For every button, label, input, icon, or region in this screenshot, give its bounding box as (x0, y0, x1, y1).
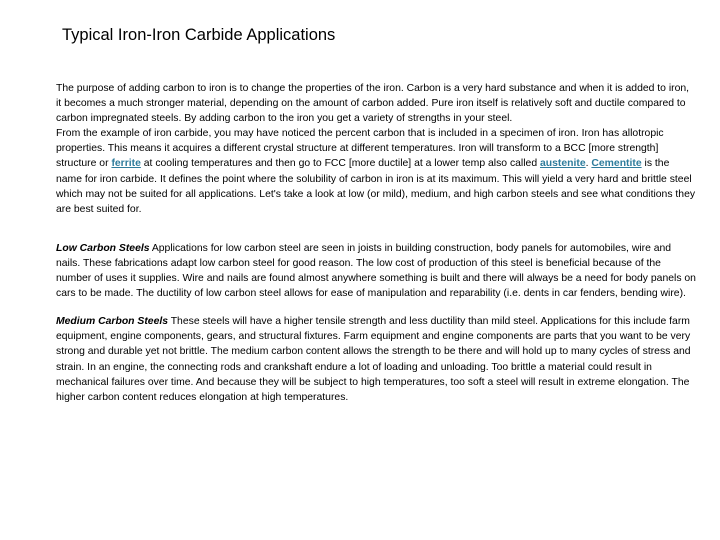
intro-paragraph-1: The purpose of adding carbon to iron is to change the properties of the iron. Carbon is a very hard substance and when it is added to iron, it becomes a much stronger material, depending on the amount of carbon added. Pure iron itself is relatively soft and ductile compared to carbon impregnated steels. By adding carbon to the iron you get a variety of strengths in your steel. (56, 83, 690, 125)
article-body (56, 81, 696, 405)
section-spacer (56, 217, 696, 241)
medium-carbon-paragraph (56, 314, 696, 405)
page-title: Typical Iron-Iron Carbide Applications (62, 26, 336, 44)
ferrite-link[interactable]: ferrite (111, 158, 141, 170)
low-carbon-paragraph (56, 241, 696, 301)
intro-text-a: From the example of iron carbide, you may have noticed the percent carbon that is included in a specimen of iron. Iron has allotropic properties. This means it acquires a different crystal structure at different temperatures. Iron will transform to a BCC [more strength] structure or (56, 128, 664, 170)
intro-text-b: at cooling temperatures and then go to FCC [more ductile] at a lower temp also called (140, 158, 540, 170)
low-carbon-text: Applications for low carbon steel are seen in joists in building construction, body panels for automobiles, wire and nails. These fabrications adapt low carbon steel for good reason. The low cost of production of this steel is beneficial because of the number of uses it supplies. Wire and nails are found almost anywhere something is built and there will always be a need for body panels on cars to be made. The ductility of low carbon steel allows for ease of manipulation and reparability (i.e. dents in car fenders, bending wire). (56, 242, 696, 300)
low-carbon-term: Low Carbon Steels (56, 242, 150, 254)
austenite-link[interactable]: austenite (539, 158, 586, 170)
medium-carbon-term: Medium Carbon Steels (56, 316, 169, 328)
cementite-link[interactable]: Cementite (591, 158, 642, 170)
section-spacer (56, 301, 696, 314)
intro-text-c: . (585, 158, 592, 170)
intro-text-d: is the name for iron carbide. It defines the point where the solubility of carbon in iron is at its maximum. This will yield a very hard and brittle steel which may not be suited for all applications. Let's take a look at low (or mild), medium, and high carbon steels and see what conditions they are best suited for. (56, 158, 696, 215)
intro-paragraph-2 (56, 126, 696, 217)
medium-carbon-text: These steels will have a higher tensile strength and less ductility than mild steel. Applications for this include farm equipment, engine components, gears, and structural fixtures. Farm equipment and engine components are parts that you want to be very strong and durable yet not brittle. The medium carbon content allows the strength to be there and will hold up to many cycles of stress and strain. In an engine, the connecting rods and crankshaft endure a lot of loading and unloading. Too brittle a material could result in mechanical failures over time. And because they will be subject to high temperatures, too soft a steel will result in extreme elongation. The higher carbon content reduces elongation at high temperatures. (56, 316, 691, 403)
